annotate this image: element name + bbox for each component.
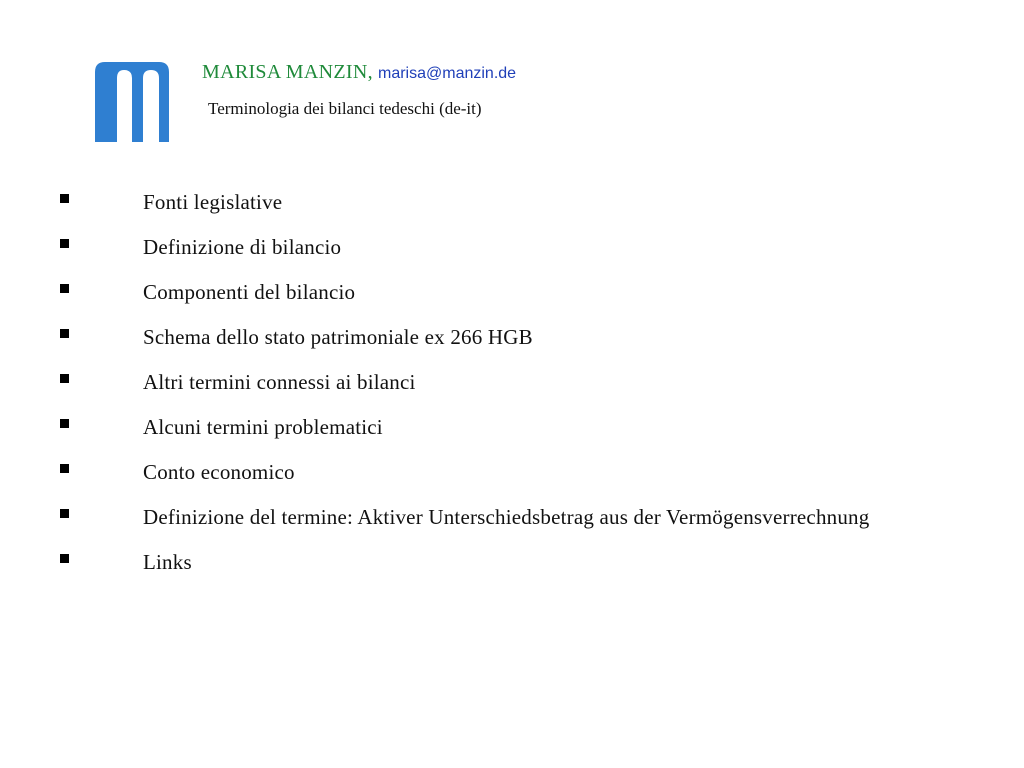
author-email-link[interactable]: marisa@manzin.de — [377, 65, 517, 82]
square-bullet-icon — [60, 554, 69, 563]
square-bullet-icon — [60, 284, 69, 293]
menu-item-links[interactable] — [60, 540, 869, 585]
menu-item-label: Definizione di bilancio — [143, 235, 342, 259]
square-bullet-icon — [60, 509, 69, 518]
menu-item-label: Fonti legislative — [143, 190, 283, 214]
menu-item-label: Links — [143, 550, 192, 574]
arches-logo-icon — [93, 58, 171, 142]
page-subtitle: Terminologia dei bilanci tedeschi (de-it) — [208, 99, 482, 118]
author-name: MARISA MANZIN, — [202, 61, 373, 83]
menu-item-definizione-di-bilancio[interactable] — [60, 225, 869, 270]
menu-item-label: Alcuni termini problematici — [143, 415, 383, 439]
square-bullet-icon — [60, 374, 69, 383]
menu-item-schema-stato-patrimoniale[interactable] — [60, 315, 869, 360]
square-bullet-icon — [60, 464, 69, 473]
square-bullet-icon — [60, 194, 69, 203]
menu-item-altri-termini[interactable] — [60, 360, 869, 405]
menu-item-label: Conto economico — [143, 460, 295, 484]
menu-item-termini-problematici[interactable] — [60, 405, 869, 450]
menu-item-definizione-del-termine[interactable] — [60, 495, 869, 540]
square-bullet-icon — [60, 329, 69, 338]
menu-item-label: Altri termini connessi ai bilanci — [143, 370, 416, 394]
menu-item-label: Definizione del termine: Aktiver Unterschiedsbetrag aus der Vermögensverrechnung — [143, 505, 870, 529]
square-bullet-icon — [60, 419, 69, 428]
menu-item-fonti-legislative[interactable] — [60, 180, 869, 225]
menu-item-conto-economico[interactable] — [60, 450, 869, 495]
menu-item-label: Schema dello stato patrimoniale ex 266 HGB — [143, 325, 533, 349]
logo — [93, 58, 171, 142]
square-bullet-icon — [60, 239, 69, 248]
topic-menu — [60, 180, 869, 585]
author-line — [202, 62, 516, 82]
menu-item-label: Componenti del bilancio — [143, 280, 356, 304]
menu-item-componenti-del-bilancio[interactable] — [60, 270, 869, 315]
